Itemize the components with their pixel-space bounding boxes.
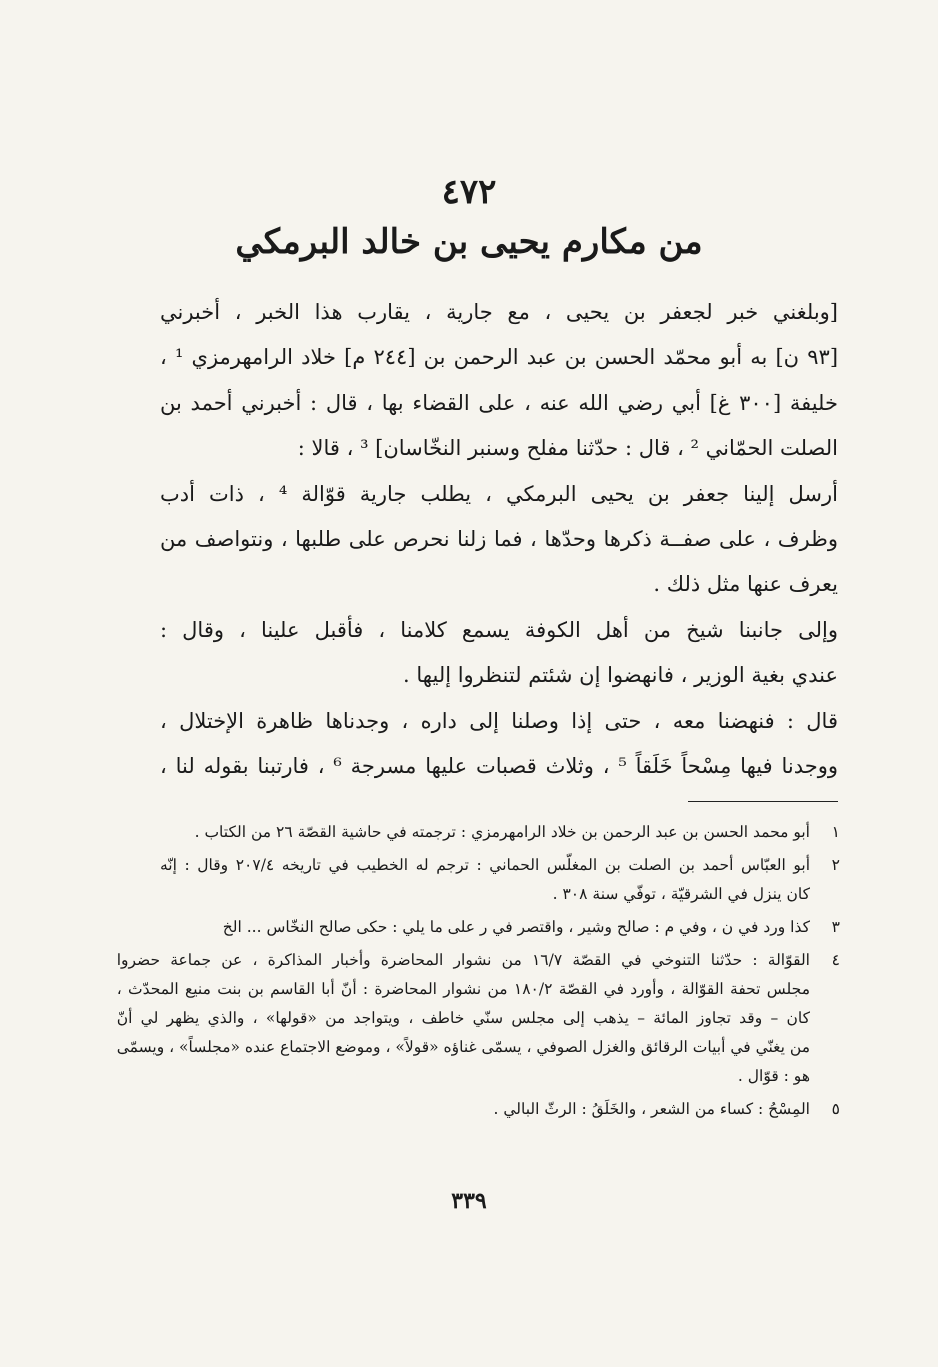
footnotes [116,818,840,1128]
body-line: خليفة [٣٠٠ غ] أبي رضي الله عنه ، على القضاء بها ، قال : أخبرني أحمد بن [160,390,838,415]
footnote-number: ٥ [831,1100,840,1118]
footnote-line: المِسْحُ : كساء من الشعر ، والخَلَقُ : الرثّ البالي . [493,1100,810,1118]
footnote-line: كان – وقد تجاوز المائة – يذهب إلى مجلس سنّي خاطف ، ويتواجد من «قولها» ، والذي يظهر لي أنّ [116,1009,810,1027]
footnote-number: ٤ [831,951,840,969]
footnote-line: أبو محمد الحسن بن عبد الرحمن بن خلاد الرامهرمزي : ترجمته في حاشية القصّة ٢٦ من الكتاب . [194,823,810,841]
footnote-separator [688,801,838,802]
footnote-line: القوّالة : حدّثنا التنوخي في القصّة ١٦/٧ من نشوار المحاضرة وأخبار المذاكرة ، عن جماعة حضروا [116,951,810,969]
footnote [160,851,840,909]
footnote [160,1095,840,1124]
footnote [116,946,840,1091]
body-line: وظرف ، على صفــة ذكرها وحدّها ، فما زلنا نحرص على طلبها ، ونتواصف من [160,526,838,551]
body-line: أرسل إلينا جعفر بن يحيى البرمكي ، يطلب جارية قوّالة ⁴ ، ذات أدب [160,481,838,506]
footnote-line: هو : قوّال . [737,1067,810,1085]
story-title: من مكارم يحيى بن خالد البرمكي [235,222,703,262]
body-line: عندي بغية الوزير ، فانهضوا إن شئتم لتنظروا إليها . [403,663,838,688]
body-line: ووجدنا فيها مِسْحاً خَلَقاً ⁵ ، وثلاث قصبات عليها مسرجة ⁶ ، فارتبنا بقوله لنا ، [160,753,838,778]
body-line: [٩٣ ن] به أبو محمّد الحسن بن عبد الرحمن بن [٢٤٤ م] خلاد الرامهرمزي ¹ ، [160,345,838,370]
footnote-number: ٣ [831,918,840,936]
body-line: الصلت الحمّاني ² ، قال : حدّثنا مفلح وسنبر النخّاسان] ³ ، قالا : [297,436,838,461]
footnote-number: ٢ [831,856,840,874]
body-line: [وبلغني خبر لجعفر بن يحيى ، مع جارية ، يقارب هذا الخبر ، أخبرني [160,300,838,324]
body-line: يعرف عنها مثل ذلك . [653,572,838,597]
story-number: ٤٧٢ [441,172,497,212]
footnote-line: كذا ورد في ن ، وفي م : صالح وشير ، واقتصر في ر على ما يلي : حكى صالح النخّاس ... الخ [222,918,810,936]
footnote-number: ١ [831,823,840,841]
footnote-line: من يغنّي في أبيات الرقائق والغزل الصوفي ، يسمّى غناؤه «قولاً» ، وموضع الاجتماع عنده «مجلساً» ، ويسمّى [116,1038,810,1056]
page-number: ٣٣٩ [451,1188,487,1214]
body-line: قال : فنهضنا معه ، حتى إذا وصلنا إلى داره ، وجدناها ظاهرة الإختلال ، [160,708,838,733]
body-line: وإلى جانبنا شيخ من أهل الكوفة يسمع كلامنا ، فأقبل علينا ، وقال : [160,617,838,642]
footnote-line: أبو العبّاس أحمد بن الصلت بن المغلّس الحماني : ترجم له الخطيب في تاريخه ٢٠٧/٤ وقال : إنّه [160,856,810,874]
footnote-line: مجلس تحفة القوّالة ، وأورد في القصّة ١٨٠/٢ من نشوار المحاضرة : أنّ أبا القاسم بن بنت منيع المحدّث ، [116,980,810,998]
footnote [160,818,840,847]
footnote-line: كان ينزل في الشرقيّة ، توفّي سنة ٣٠٨ . [552,885,810,903]
body-text [160,290,838,789]
footnote [160,913,840,942]
